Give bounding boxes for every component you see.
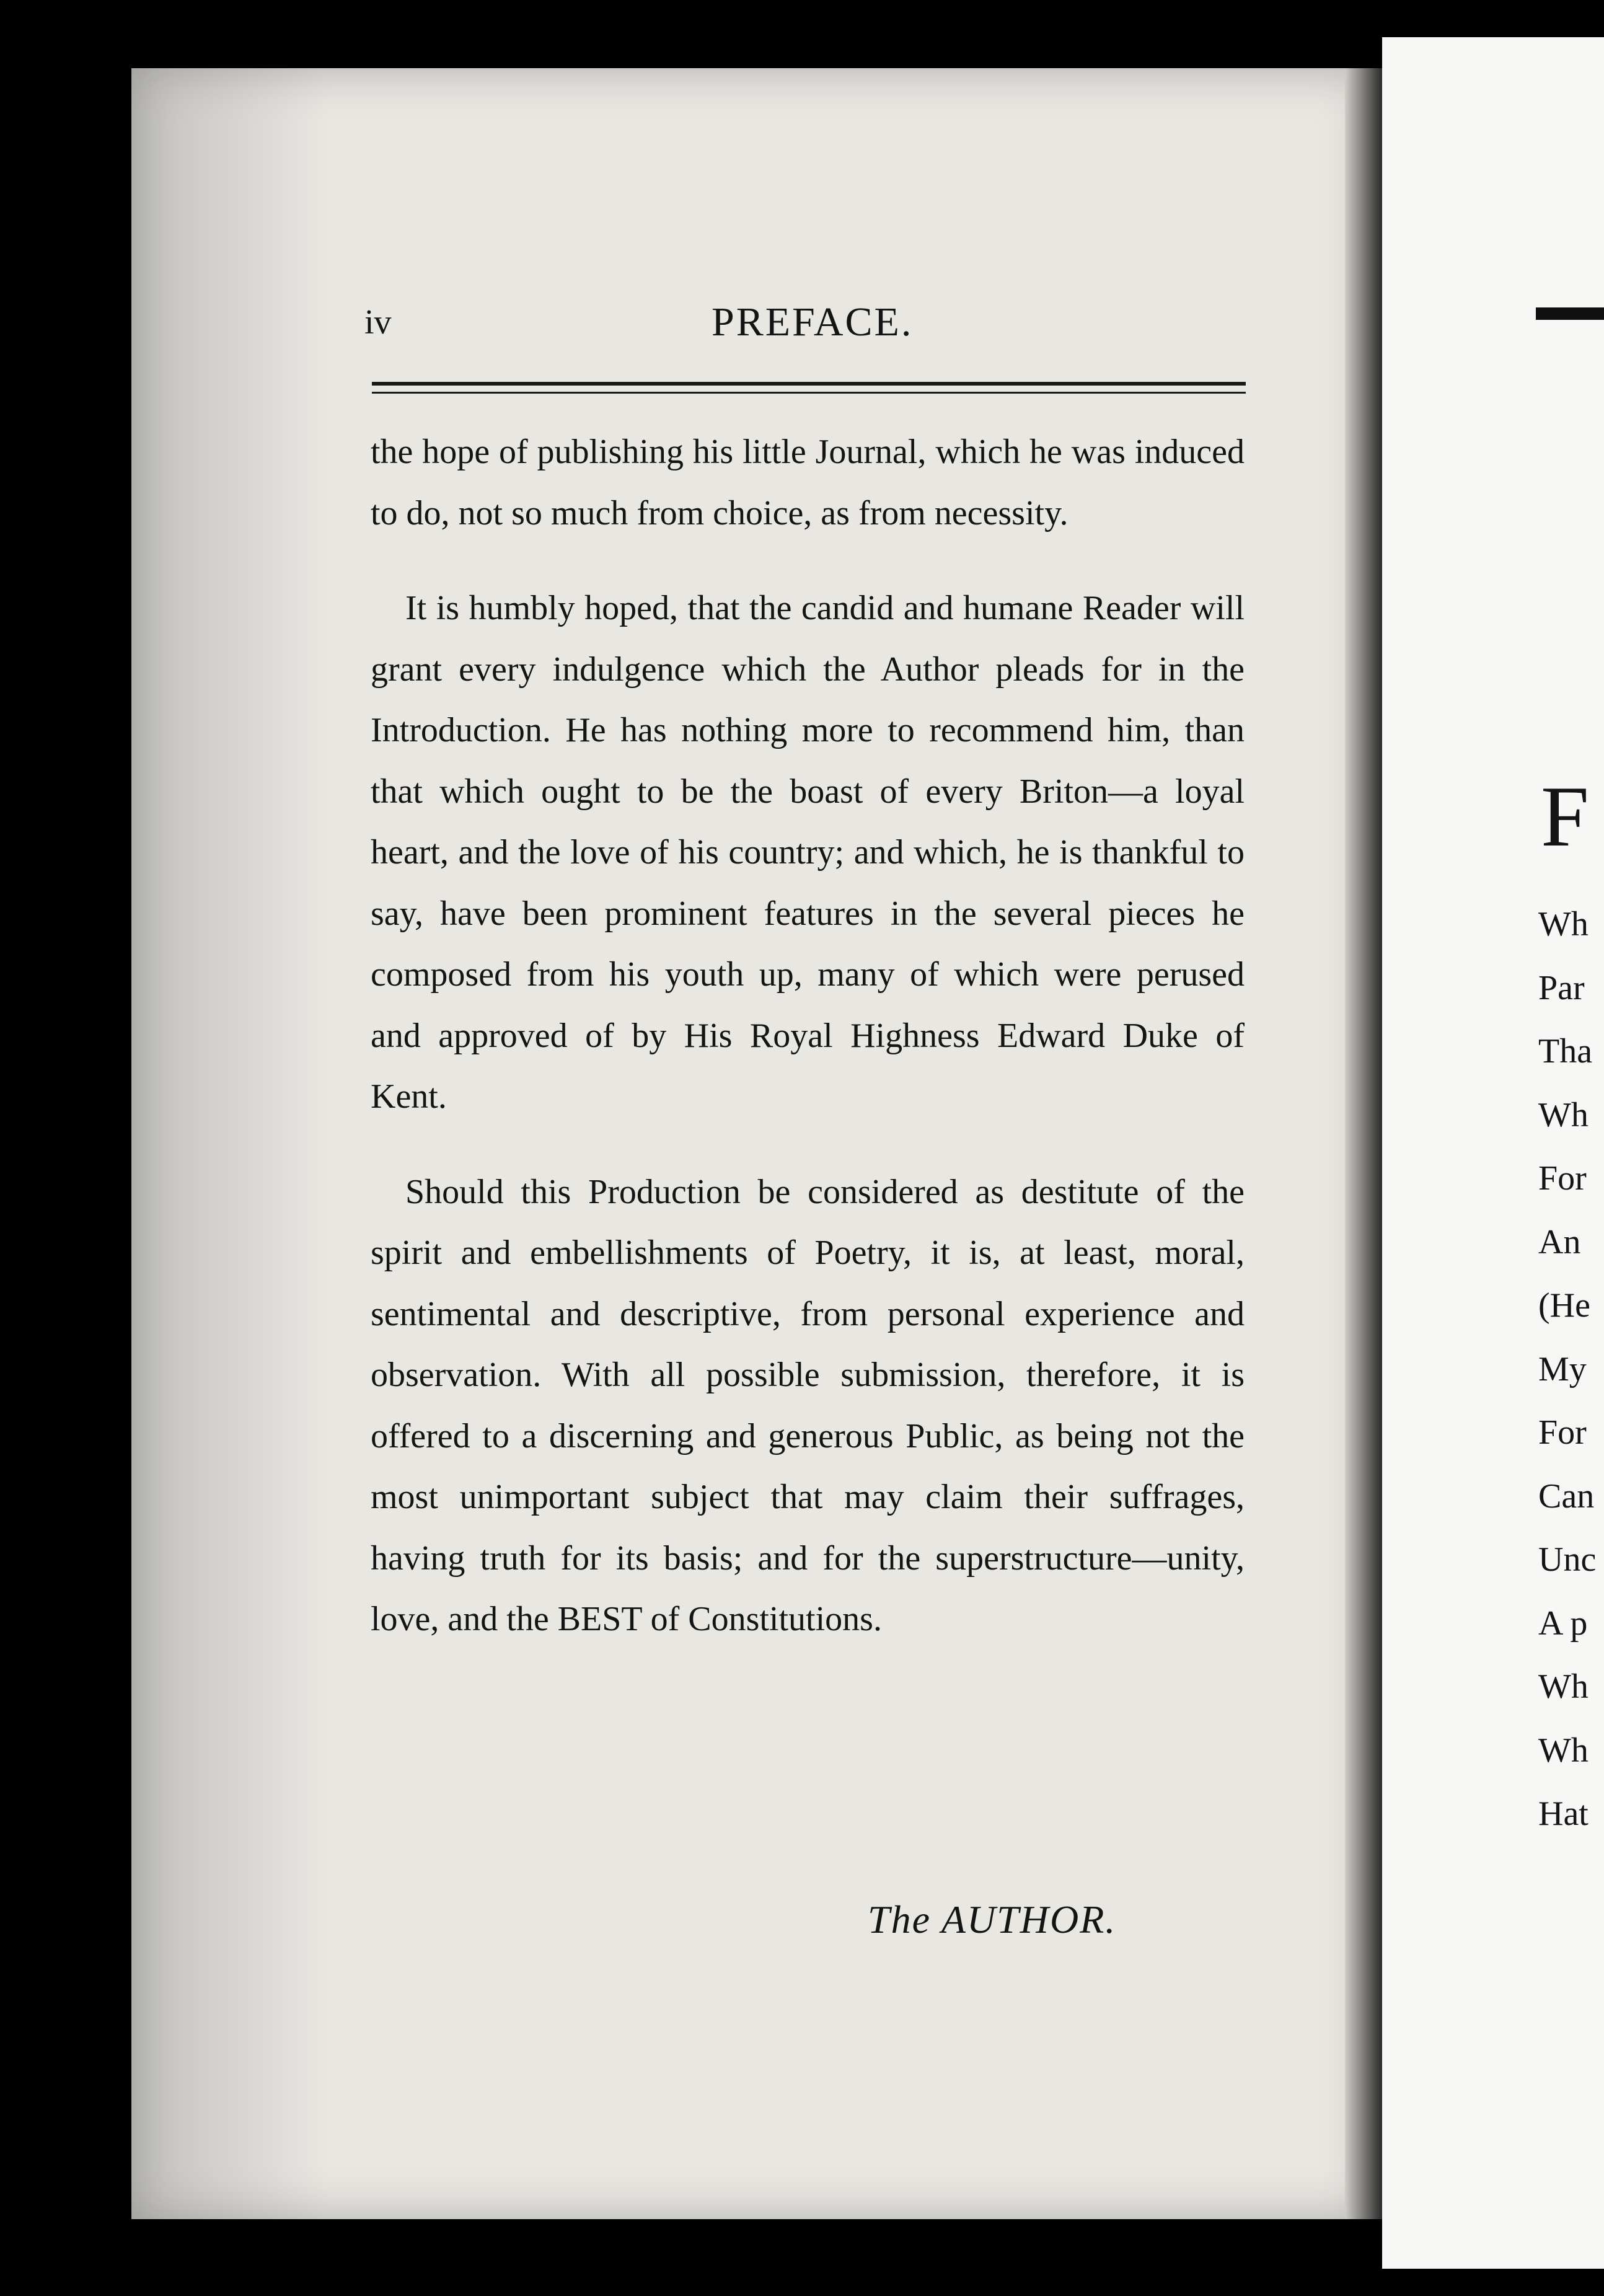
right-line: Can — [1538, 1477, 1595, 1516]
author-signature: The AUTHOR. — [868, 1897, 1117, 1941]
header-rule-thick — [372, 382, 1246, 386]
right-line: Tha — [1538, 1032, 1593, 1071]
right-line: For — [1538, 1159, 1587, 1198]
running-head-title: PREFACE. — [712, 299, 914, 345]
right-line: For — [1538, 1413, 1587, 1452]
right-line: A p — [1538, 1604, 1588, 1643]
right-line: An — [1538, 1222, 1581, 1261]
book-gutter — [1345, 68, 1382, 2219]
right-line: Wh — [1538, 905, 1589, 943]
paragraph-3: Should this Production be considered as destitute of the spirit and embellishments of Poetry, it is, at least, moral, sentimental and descriptive, from personal experience and observation. With all possible submission, therefore, it is offered to a discerning and generous Public, as being not the most unimportant subject that may claim their suffrages, having truth for its basis; and for the superstructure—unity, love, and the BEST of Constitutions. — [371, 1172, 1245, 1638]
right-line: Unc — [1538, 1540, 1597, 1579]
running-head — [364, 299, 1245, 358]
right-page-drop-initial: F — [1541, 769, 1589, 865]
right-page-header-rule — [1536, 307, 1604, 320]
paragraph-2: It is humbly hoped, that the candid and humane Reader will grant every indulgence which the Author pleads for in the Introduction. He has nothing more to recommend him, than that which ought to be the boast of every Briton—a loyal heart, and the love of his country; and which, he is thankful to say, have been prominent features in the several pieces he composed from his youth up, many of which were perused and approved of by His Royal Highness Edward Duke of Kent. — [371, 589, 1245, 1116]
paragraph-1: the hope of publishing his little Journal, which he was induced to do, not so much from choice, as from necessity. — [371, 433, 1245, 532]
right-line: Par — [1538, 968, 1585, 1007]
right-line: (He — [1538, 1286, 1590, 1325]
page-number: iv — [364, 303, 392, 342]
header-rule-thin — [372, 392, 1246, 394]
right-line: Wh — [1538, 1667, 1589, 1706]
right-line: Wh — [1538, 1731, 1589, 1770]
right-line: My — [1538, 1349, 1587, 1389]
preface-body — [371, 422, 1245, 1650]
right-line: Wh — [1538, 1095, 1589, 1134]
right-line: Hat — [1538, 1795, 1589, 1833]
right-page-line-starts — [1538, 893, 1596, 1846]
